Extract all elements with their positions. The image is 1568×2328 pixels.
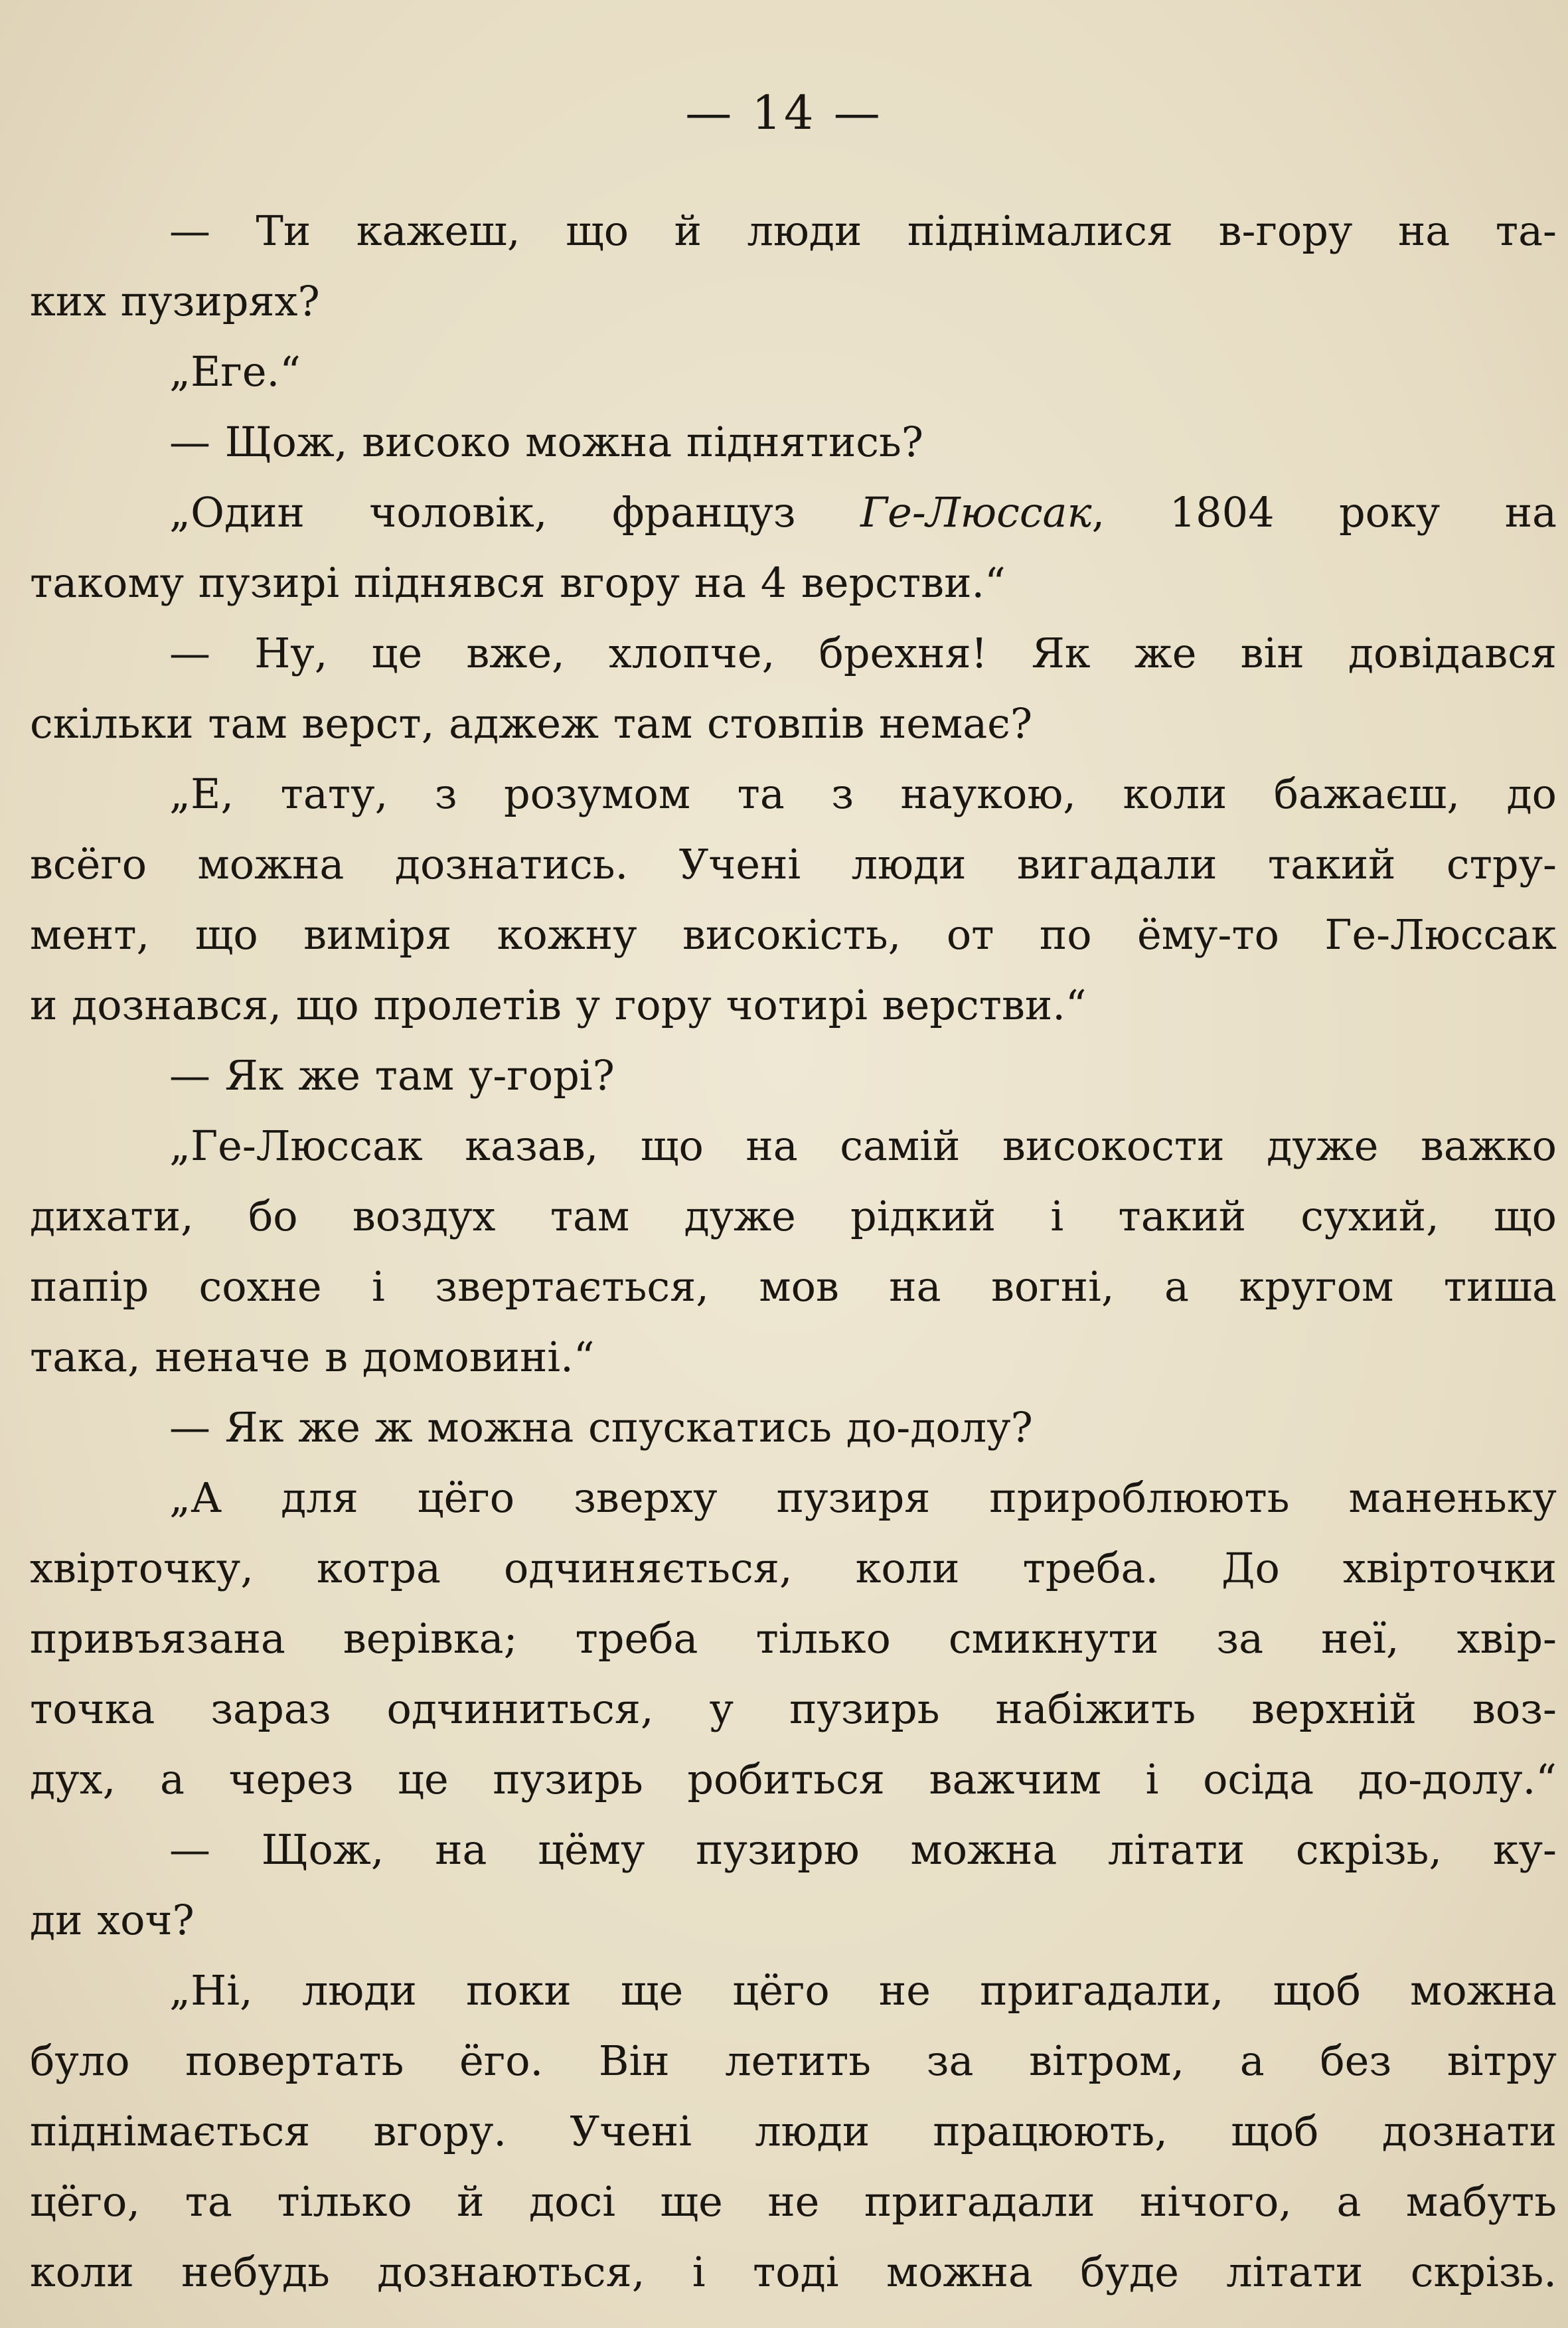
text-line: було повертать ёго. Він летить за вітром, а без вітру xyxy=(30,2037,1557,2085)
text-line: мент, що виміря кожну високість, от по ёму-то Ге-Люссак xyxy=(30,910,1557,959)
text-line: такому пузирі піднявся вгору на 4 верстви.“ xyxy=(30,558,1006,607)
page-number: — 14 — xyxy=(685,86,883,140)
text-line: — Щож, високо можна піднятись? xyxy=(169,418,923,466)
text-line: ди хоч? xyxy=(30,1896,195,1944)
text-line: цёго, та тілько й досі ще не пригадали нічого, а мабуть xyxy=(30,2177,1557,2226)
text-line: — Ну, це вже, хлопче, брехня! Як же він довідався xyxy=(169,629,1557,677)
text-line: — Ти кажеш, що й люди піднімалися в-гору на та- xyxy=(169,207,1557,255)
italic-name: Ге-Люссак xyxy=(860,488,1092,537)
text-line: скільки там верст, аджеж там стовпів немає? xyxy=(30,699,1033,748)
text-line: „Ге-Люссак казав, що на самій високости дуже важко xyxy=(169,1122,1557,1170)
text-line: піднімається вгору. Учені люди працюють, щоб дознати xyxy=(30,2107,1557,2155)
text-segment: , 1804 року на xyxy=(1091,488,1557,537)
text-line: — Як же там у-горі? xyxy=(169,1051,615,1100)
text-line: папір сохне і звертається, мов на вогні, а кругом тиша xyxy=(30,1262,1557,1311)
text-line xyxy=(30,477,1557,548)
text-line: коли небудь дознаються, і тоді можна буде літати скрізь. xyxy=(30,2248,1557,2296)
text-line: точка зараз одчиниться, у пузирь набіжить верхній воз- xyxy=(30,1685,1557,1733)
text-line: „Е, тату, з розумом та з наукою, коли бажаєш, до xyxy=(169,770,1557,818)
text-line: дух, а через це пузирь робиться важчим і осіда до-долу.“ xyxy=(30,1755,1557,1803)
text-line: — Щож, на цёму пузирю можна літати скрізь, ку- xyxy=(169,1825,1557,1874)
text-line: всёго можна дознатись. Учені люди вигадали такий стру- xyxy=(30,840,1557,888)
text-segment: „Один чоловік, француз xyxy=(169,488,861,537)
text-line: и дознався, що пролетів у гору чотирі верстви.“ xyxy=(30,981,1087,1029)
text-line: хвірточку, котра одчиняється, коли треба. До хвірточки xyxy=(30,1544,1557,1592)
text-line: „Еге.“ xyxy=(169,347,301,396)
text-line: „Ні, люди поки ще цёго не пригадали, щоб можна xyxy=(169,1966,1557,2015)
text-line: ких пузирях? xyxy=(30,277,320,325)
body-text xyxy=(30,196,1557,2307)
text-line: — Як же ж можна спускатись до-долу? xyxy=(169,1403,1033,1452)
text-line: дихати, бо воздух там дуже рідкий і такий сухий, що xyxy=(30,1192,1557,1240)
text-line: „А для цёго зверху пузиря прироблюють маненьку xyxy=(169,1473,1557,1522)
text-line: така, неначе в домовині.“ xyxy=(30,1333,595,1381)
text-line: привъязана верівка; треба тілько смикнути за неї, хвір- xyxy=(30,1614,1557,1663)
